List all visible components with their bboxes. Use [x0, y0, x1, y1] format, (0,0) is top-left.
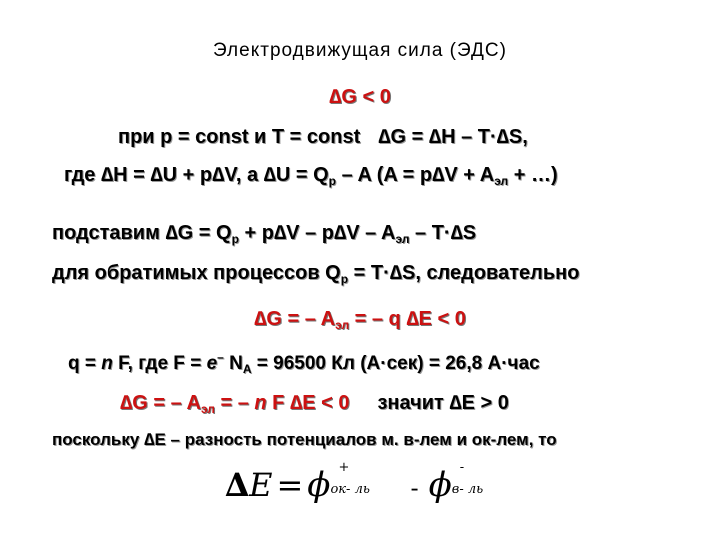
- gibbs-emf-relation: ∆G = – $A_{эл}$ = – q ∆E < 0: [254, 308, 466, 332]
- line-conclusion: ∆G = – $A_{эл}$ = – n F ∆E < 0 значит ∆E > 0: [120, 392, 509, 416]
- line-potential-difference: поскольку ∆E – разность потенциалов м. в-лем и ок-лем, то: [52, 430, 557, 449]
- oxidizer-potential-indices: + ок- ль: [330, 460, 370, 497]
- line-faraday-constant: q = n F, где F = e– $N_A = 96500$ Кл (А·сек) = 26,8 А·час: [68, 350, 540, 376]
- line-gibbs-definition: при p = const и T = const ∆G = ∆H – T·∆S,: [118, 126, 528, 148]
- emf-formula: ∆E = ϕ + ок- ль - ϕ - в- ль: [225, 462, 522, 505]
- line-enthalpy-expansion: где ∆H = ∆U + p∆V, а $\Delta U = Q_p - A$ ($A = p\Delta V + A_{эл}$ + …): [64, 164, 558, 188]
- reducer-potential-indices: - в- ль: [451, 460, 484, 497]
- gibbs-inequality: ∆G < 0: [329, 86, 391, 108]
- slide-title: Электродвижущая сила (ЭДС): [213, 40, 507, 61]
- line-substitution: подставим $\Delta G = Q_p + p\Delta V - p\Delta V - A_{эл} - T\cdot\Delta S$: [52, 222, 477, 246]
- line-reversible-processes: для обратимых процессов $Q_p = T\cdot\Delta S$, следовательно: [52, 262, 580, 286]
